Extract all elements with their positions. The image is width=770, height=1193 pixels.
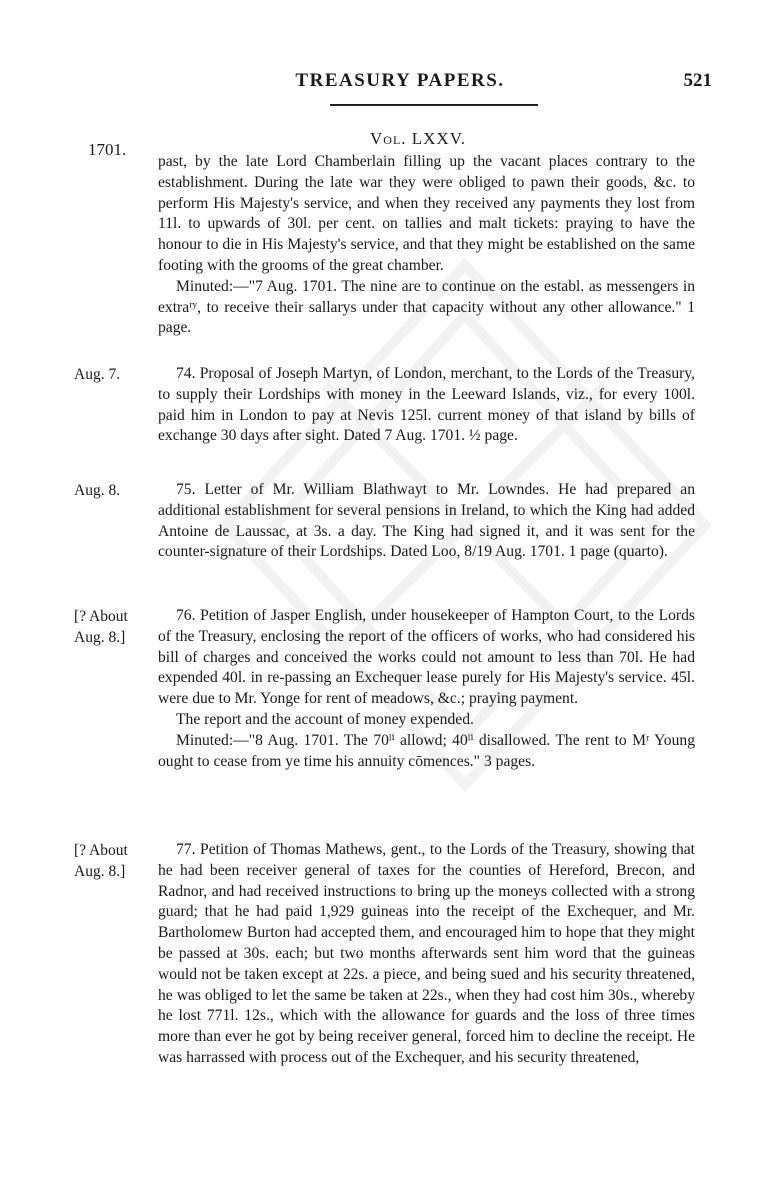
entry-body [158,364,695,447]
minute-paragraph: Minuted:—"8 Aug. 1701. The 70ˡⁱ allowd; 40ˡⁱ disallowed. The rent to Mʳ Young ought to cease from ye time his annuity cōmences." 3 pages. [158,731,695,770]
entry-date: Aug. 7. [74,366,121,383]
entry-date: Aug. 8. [74,482,121,499]
running-title: TREASURY PAPERS. [295,70,505,91]
entry-paragraph: 76. Petition of Jasper English, under housekeeper of Hampton Court, to the Lords of the Treasury, enclosing the report of the officers of works, who had considered his bill of charges and conceived the works could not amount to less than 70l. He had expended 40l. in re-passing an Exchequer lease purely for His Majesty's service. 45l. were due to Mr. Yonge for rent of meadows, &c.; praying payment. [158,607,695,708]
entry-paragraph: 74. Proposal of Joseph Martyn, of London, merchant, to the Lords of the Treasury, to supply their Lordships with money in the Leeward Islands, viz., for every 100l. paid him in London to pay at Nevis 125l. current money of that island by bills of exchange 30 days after sight. Dated 7 Aug. 1701. ½ page. [158,365,695,445]
header-rule [330,104,538,106]
entry-paragraph: 75. Letter of Mr. William Blathwayt to Mr. Lowndes. He had prepared an additional establishment for several pensions in Ireland, to which the King had added Antoine de Laussac, at 3s. a day. The King had signed it, and it was sent for the counter-signature of their Lordships. Dated Loo, 8/19 Aug. 1701. 1 page (quarto). [158,481,695,561]
entry-date: [? About Aug. 8.] [74,842,128,880]
entry-date: [? About Aug. 8.] [74,608,128,646]
entry-body [158,152,695,339]
entry-body [158,480,695,563]
volume-heading: Vol. LXXV. [370,129,467,148]
entry-body [158,606,695,772]
margin-year: 1701. [88,140,127,159]
entry-paragraph: past, by the late Lord Chamberlain filling up the vacant places contrary to the establishment. During the late war they were obliged to pawn their goods, &c. to perform His Majesty's service, and when they received any payments they lost from 11l. to upwards of 30l. per cent. on tallies and malt tickets: praying to have the honour to die in His Majesty's service, and that they might be established on the same footing with the grooms of the great chamber. [158,153,695,274]
entry-paragraph: The report and the account of money expended. [176,710,474,728]
entry-paragraph: 77. Petition of Thomas Mathews, gent., to the Lords of the Treasury, showing that he had been receiver general of taxes for the counties of Hereford, Brecon, and Radnor, and had received instructions to bring up the moneys collected with a strong guard; that he had paid 1,929 guineas into the receipt of the Exchequer, and Mr. Bartholomew Burton had accepted them, and encouraged him to hope that they might be passed at 30s. each; but two months afterwards sent him word that the guineas would not be taken except at 22s. a piece, and being sued and his security threatened, he was obliged to let the same be taken at 22s., when they had cost him 30s., whereby he lost 771l. 12s., which with the allowance for guards and the loss of three times more than ever he got by being receiver general, forced him to decline the receipt. He was harrassed with process out of the Exchequer, and his security threatened, [158,841,695,1066]
page-number: 521 [683,70,712,91]
entry-body [158,840,695,1069]
minute-paragraph: Minuted:—"7 Aug. 1701. The nine are to continue on the establ. as messengers in extraʳʸ, to receive their sallarys under that capacity without any other allowance." 1 page. [158,277,695,337]
